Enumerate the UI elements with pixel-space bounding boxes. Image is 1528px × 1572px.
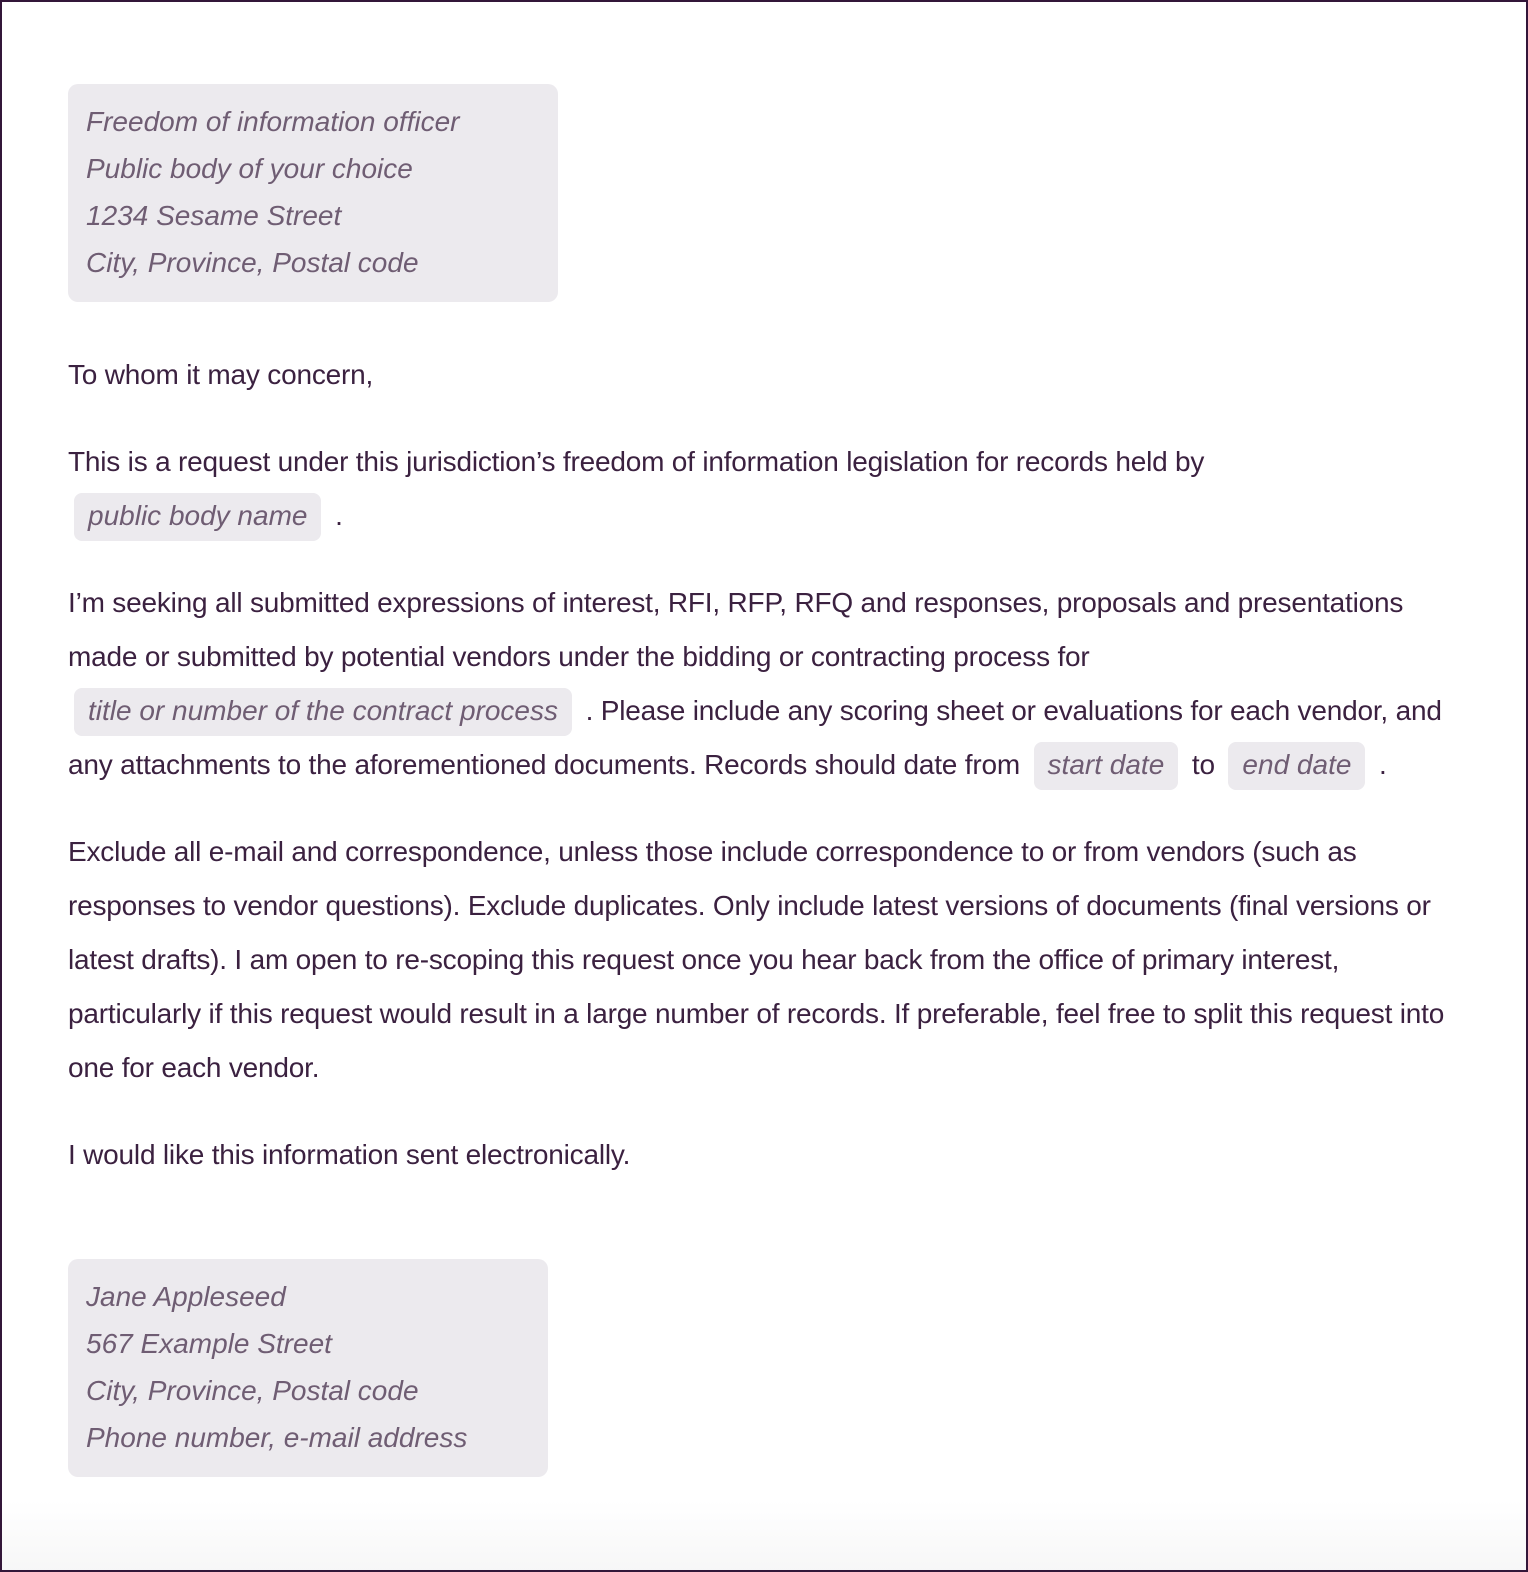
paragraph-request — [68, 435, 1460, 543]
contract-process-placeholder-chip[interactable]: title or number of the contract process — [74, 688, 572, 736]
sender-line: Phone number, e-mail address — [86, 1422, 468, 1453]
recipient-line: Public body of your choice — [86, 153, 413, 184]
end-date-placeholder-chip[interactable]: end date — [1228, 742, 1365, 790]
paragraph-text: . Please include any scoring sheet or evaluations for each vendor, and any attachments to the aforementioned documents. Records should date from — [68, 695, 1442, 780]
paragraph-text: . — [335, 500, 343, 531]
recipient-line: Freedom of information officer — [86, 106, 460, 137]
paragraph-exclusions: Exclude all e-mail and correspondence, unless those include correspondence to or from vendors (such as responses to vendor questions). Exclude duplicates. Only include latest versions of documents (final versions or latest drafts). I am open to re-scoping this request once you hear back from the office of primary interest, particularly if this request would result in a large number of records. If preferable, feel free to split this request into one for each vendor. — [68, 836, 1445, 1083]
recipient-line: 1234 Sesame Street — [86, 200, 342, 231]
public-body-name-placeholder-chip[interactable]: public body name — [74, 493, 321, 541]
start-date-placeholder-chip[interactable]: start date — [1034, 742, 1179, 790]
recipient-line: City, Province, Postal code — [86, 247, 419, 278]
sender-address-placeholder-block[interactable] — [68, 1259, 548, 1477]
paragraph-text: I’m seeking all submitted expressions of interest, RFI, RFP, RFQ and responses, proposals and presentations made or submitted by potential vendors under the bidding or contracting process for — [68, 587, 1404, 672]
paragraph-text: to — [1191, 749, 1215, 780]
sender-line: Jane Appleseed — [86, 1281, 286, 1312]
recipient-address-placeholder-block[interactable] — [68, 84, 558, 302]
paragraph-delivery-preference: I would like this information sent electronically. — [68, 1139, 631, 1170]
paragraph-text: This is a request under this jurisdiction’s freedom of information legislation for records held by — [68, 446, 1205, 477]
salutation: To whom it may concern, — [68, 359, 374, 390]
paragraph-seeking — [68, 576, 1460, 792]
paragraph-text: . — [1379, 749, 1387, 780]
sender-line: City, Province, Postal code — [86, 1375, 419, 1406]
sender-line: 567 Example Street — [86, 1328, 332, 1359]
